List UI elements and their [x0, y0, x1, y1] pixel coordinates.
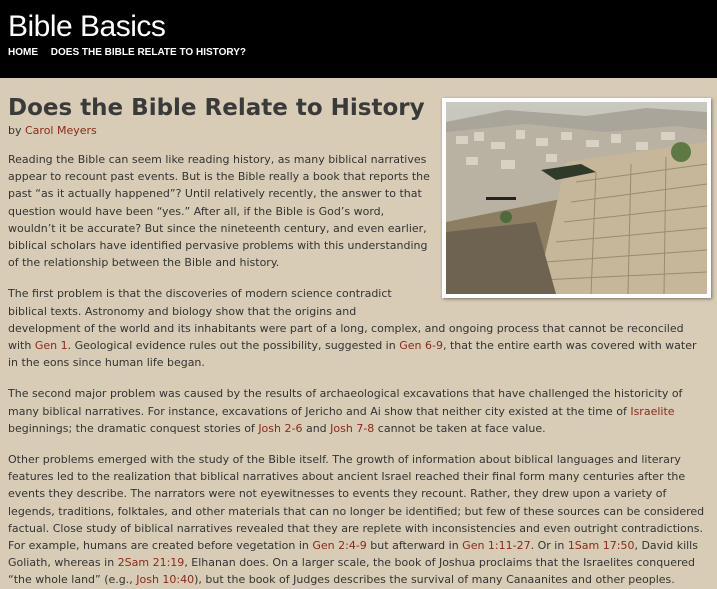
scripture-link[interactable]: 2Sam 21:19	[117, 556, 185, 570]
text: , Elhanan does. On a larger scale, the book of Joshua proclaims that the Israelites conquered “the whole land” (e.g.,	[8, 556, 695, 587]
paragraph-3	[8, 385, 705, 437]
scripture-link[interactable]: Josh 2-6	[258, 421, 303, 435]
article	[0, 78, 717, 589]
text: The second major problem was caused by the results of archaeological excavations that have challenged the historicity of many biblical narratives. For instance, excavations of Jericho and Ai show that neither city existed at the time of	[8, 387, 683, 418]
glossary-link[interactable]: Israelite	[630, 404, 675, 418]
site-title[interactable]: Bible Basics	[8, 10, 166, 43]
text: . Geological evidence rules out the possibility, suggested in	[67, 339, 400, 353]
scripture-link[interactable]: 1Sam 17:50	[567, 539, 635, 553]
breadcrumb-nav	[8, 47, 256, 58]
text: Other problems emerged with the study of the Bible itself. The growth of information about biblical languages and literary features led to the realization that biblical narratives about ancient Israel reached their final form many centuries after the events they describe. The narrators were not eyewitnesses to events they recount. Rather, they drew upon a variety of legends, traditions, folktales, and other materials that can no longer be identified; but few of these sources can be considered factual. Close study of biblical narratives revealed that they are replete with inconsistencies and even outright contradictions. For example, humans are created before vegetation in	[8, 453, 705, 553]
text: cannot be taken at face value.	[374, 421, 546, 435]
article-photo	[442, 98, 711, 298]
scripture-link[interactable]: Josh 7-8	[330, 421, 375, 435]
article-title: Does the Bible Relate to History	[8, 95, 425, 121]
text: , that the entire earth was covered with water in the eons since human life began.	[8, 339, 697, 370]
excavation-image	[446, 102, 707, 294]
site-header	[0, 0, 717, 78]
scripture-link[interactable]: Gen 6-9	[399, 339, 443, 353]
scripture-link[interactable]: Gen 2:4-9	[312, 539, 367, 553]
text: , David kills Goliath, whereas in	[8, 539, 698, 570]
text: and	[302, 421, 331, 435]
text: . Or in	[530, 539, 568, 553]
scripture-link[interactable]: Gen 1	[34, 339, 68, 353]
paragraph-2	[8, 285, 705, 371]
scripture-link[interactable]: Josh 10:40	[136, 573, 195, 587]
scripture-link[interactable]: Gen 1:11-27	[462, 539, 531, 553]
text: ), but the book of Judges describes the survival of many Canaanites and other peoples.	[194, 573, 675, 587]
text: The first problem is that the discoveries of modern science contradict biblical texts. Astronomy and biology show that the origins and development of the world and its inhabitants were part of a long, complex, and ongoing process that cannot be reconciled with	[8, 287, 684, 353]
nav-current-page[interactable]: DOES THE BIBLE RELATE TO HISTORY?	[50, 47, 246, 58]
text: beginnings; the dramatic conquest stories of	[8, 421, 259, 435]
text: but afterward in	[366, 539, 463, 553]
byline-prefix: by	[8, 124, 25, 137]
nav-home-link[interactable]: HOME	[8, 47, 38, 58]
paragraph-4	[8, 451, 705, 589]
author-link[interactable]: Carol Meyers	[25, 124, 97, 137]
paragraph-1: Reading the Bible can seem like reading history, as many biblical narratives appear to recount past events. But is the Bible really a book that reports the past “as it actually happened”? Until relatively recently, the answer to that question would have been “yes.” After all, if the Bible is God’s word, wouldn’t it be accurate? But since the nineteenth century, and even earlier, biblical scholars have identified pervasive problems with this understanding of the relationship between the Bible and history.	[8, 153, 430, 270]
